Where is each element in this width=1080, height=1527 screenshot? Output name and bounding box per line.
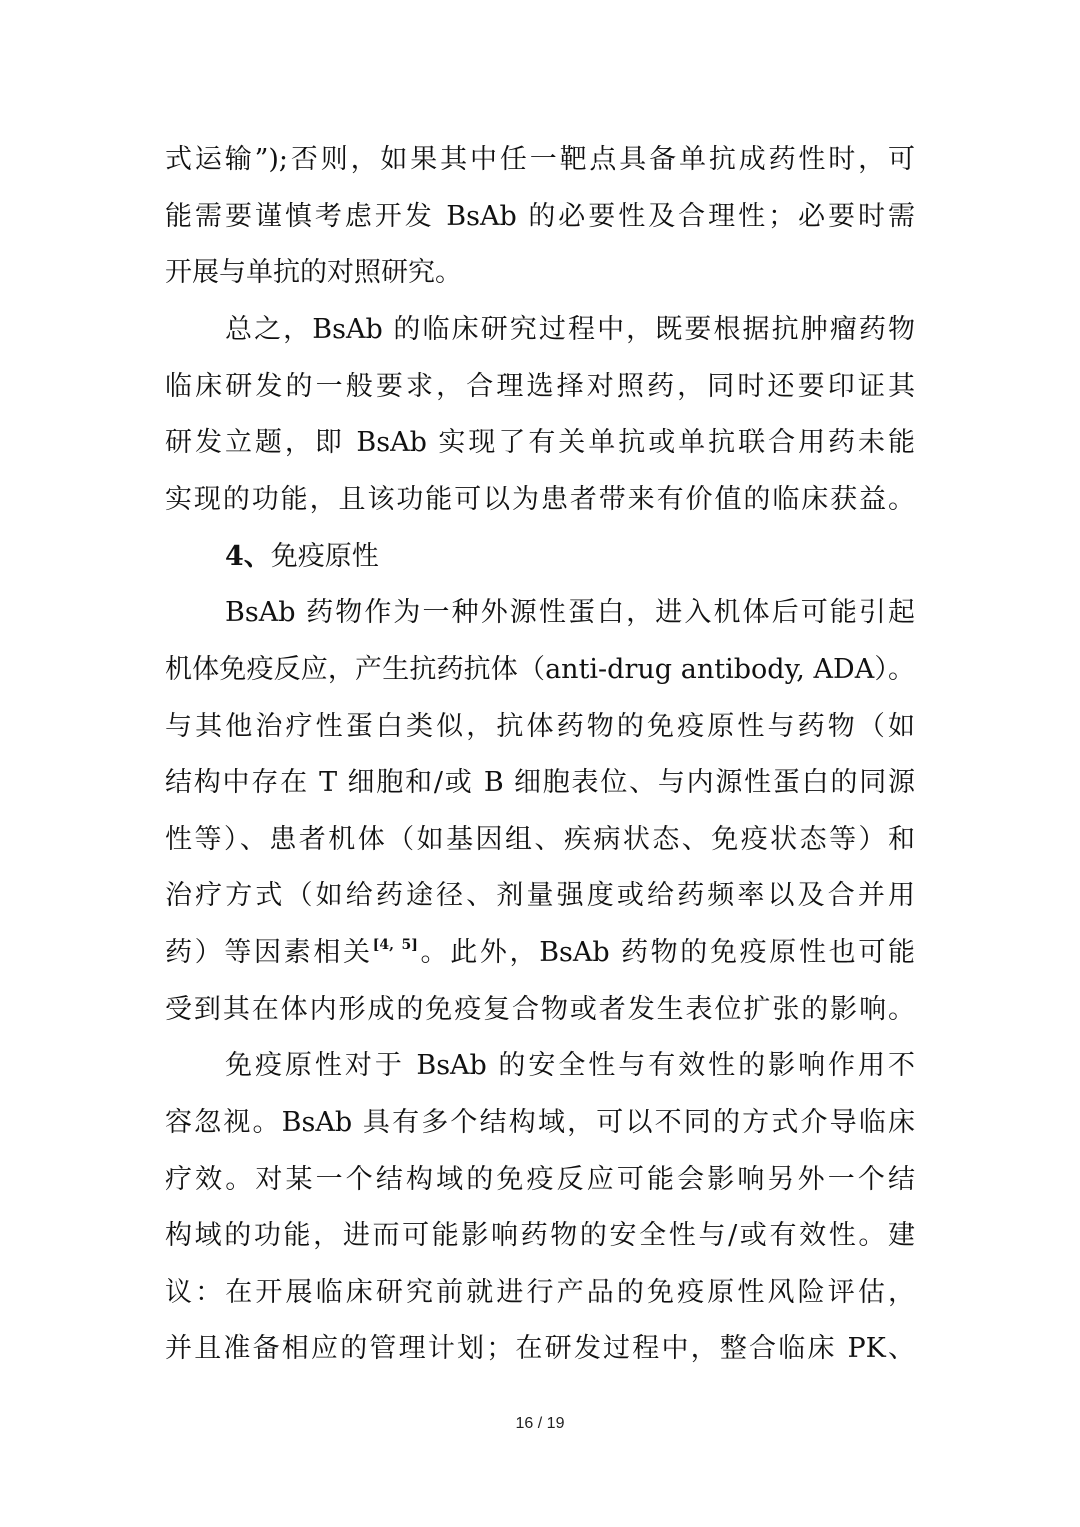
paragraph-line: 受到其在体内形成的免疫复合物或者发生表位扩张的影响。 (165, 994, 915, 1025)
line-text-before-citation: 药）等因素相关 (165, 937, 373, 968)
paragraph-line: BsAb 药物作为一种外源性蛋白，进入机体后可能引起 (225, 597, 915, 628)
paragraph-line: 研发立题，即 BsAb 实现了有关单抗或单抗联合用药未能 (165, 427, 915, 458)
paragraph-line: 容忽视。BsAb 具有多个结构域，可以不同的方式介导临床 (165, 1107, 915, 1138)
paragraph-line: 机体免疫反应，产生抗药抗体（anti-drug antibody, ADA）。 (165, 654, 915, 685)
paragraph-line: 构域的功能，进而可能影响药物的安全性与/或有效性。建 (165, 1220, 915, 1251)
paragraph-line: 性等）、患者机体（如基因组、疾病状态、免疫状态等）和 (165, 824, 915, 855)
paragraph-line: 免疫原性对于 BsAb 的安全性与有效性的影响作用不 (225, 1050, 915, 1081)
paragraph-line: 与其他治疗性蛋白类似，抗体药物的免疫原性与药物（如 (165, 711, 915, 742)
page-number: 16 / 19 (515, 1415, 565, 1432)
citation-reference: [4, 5] (372, 937, 418, 953)
paragraph-line-with-citation (165, 936, 915, 970)
paragraph-line: 临床研发的一般要求，合理选择对照药，同时还要印证其 (165, 371, 915, 402)
paragraph-line: 结构中存在 T 细胞和/或 B 细胞表位、与内源性蛋白的同源 (165, 767, 915, 798)
section-heading (225, 540, 379, 574)
paragraph-line: 能需要谨慎考虑开发 BsAb 的必要性及合理性；必要时需 (165, 201, 915, 232)
section-title: 免疫原性 (270, 541, 379, 572)
paragraph-line: 开展与单抗的对照研究。 (165, 257, 462, 288)
paragraph-line: 实现的功能，且该功能可以为患者带来有价值的临床获益。 (165, 484, 915, 515)
section-number: 4、 (225, 541, 271, 572)
paragraph-line: 并且准备相应的管理计划；在研发过程中，整合临床 PK、 (165, 1333, 915, 1364)
paragraph-line: 式运输”);否则，如果其中任一靶点具备单抗成药性时，可 (165, 144, 915, 175)
paragraph-line: 总之，BsAb 的临床研究过程中，既要根据抗肿瘤药物 (225, 314, 915, 345)
paragraph-line: 疗效。对某一个结构域的免疫反应可能会影响另外一个结 (165, 1164, 915, 1195)
paragraph-line: 议：在开展临床研究前就进行产品的免疫原性风险评估， (165, 1277, 915, 1308)
line-text-after-citation: 。此外，BsAb 药物的免疫原性也可能 (417, 937, 915, 968)
paragraph-line: 治疗方式（如给药途径、剂量强度或给药频率以及合并用 (165, 880, 915, 911)
